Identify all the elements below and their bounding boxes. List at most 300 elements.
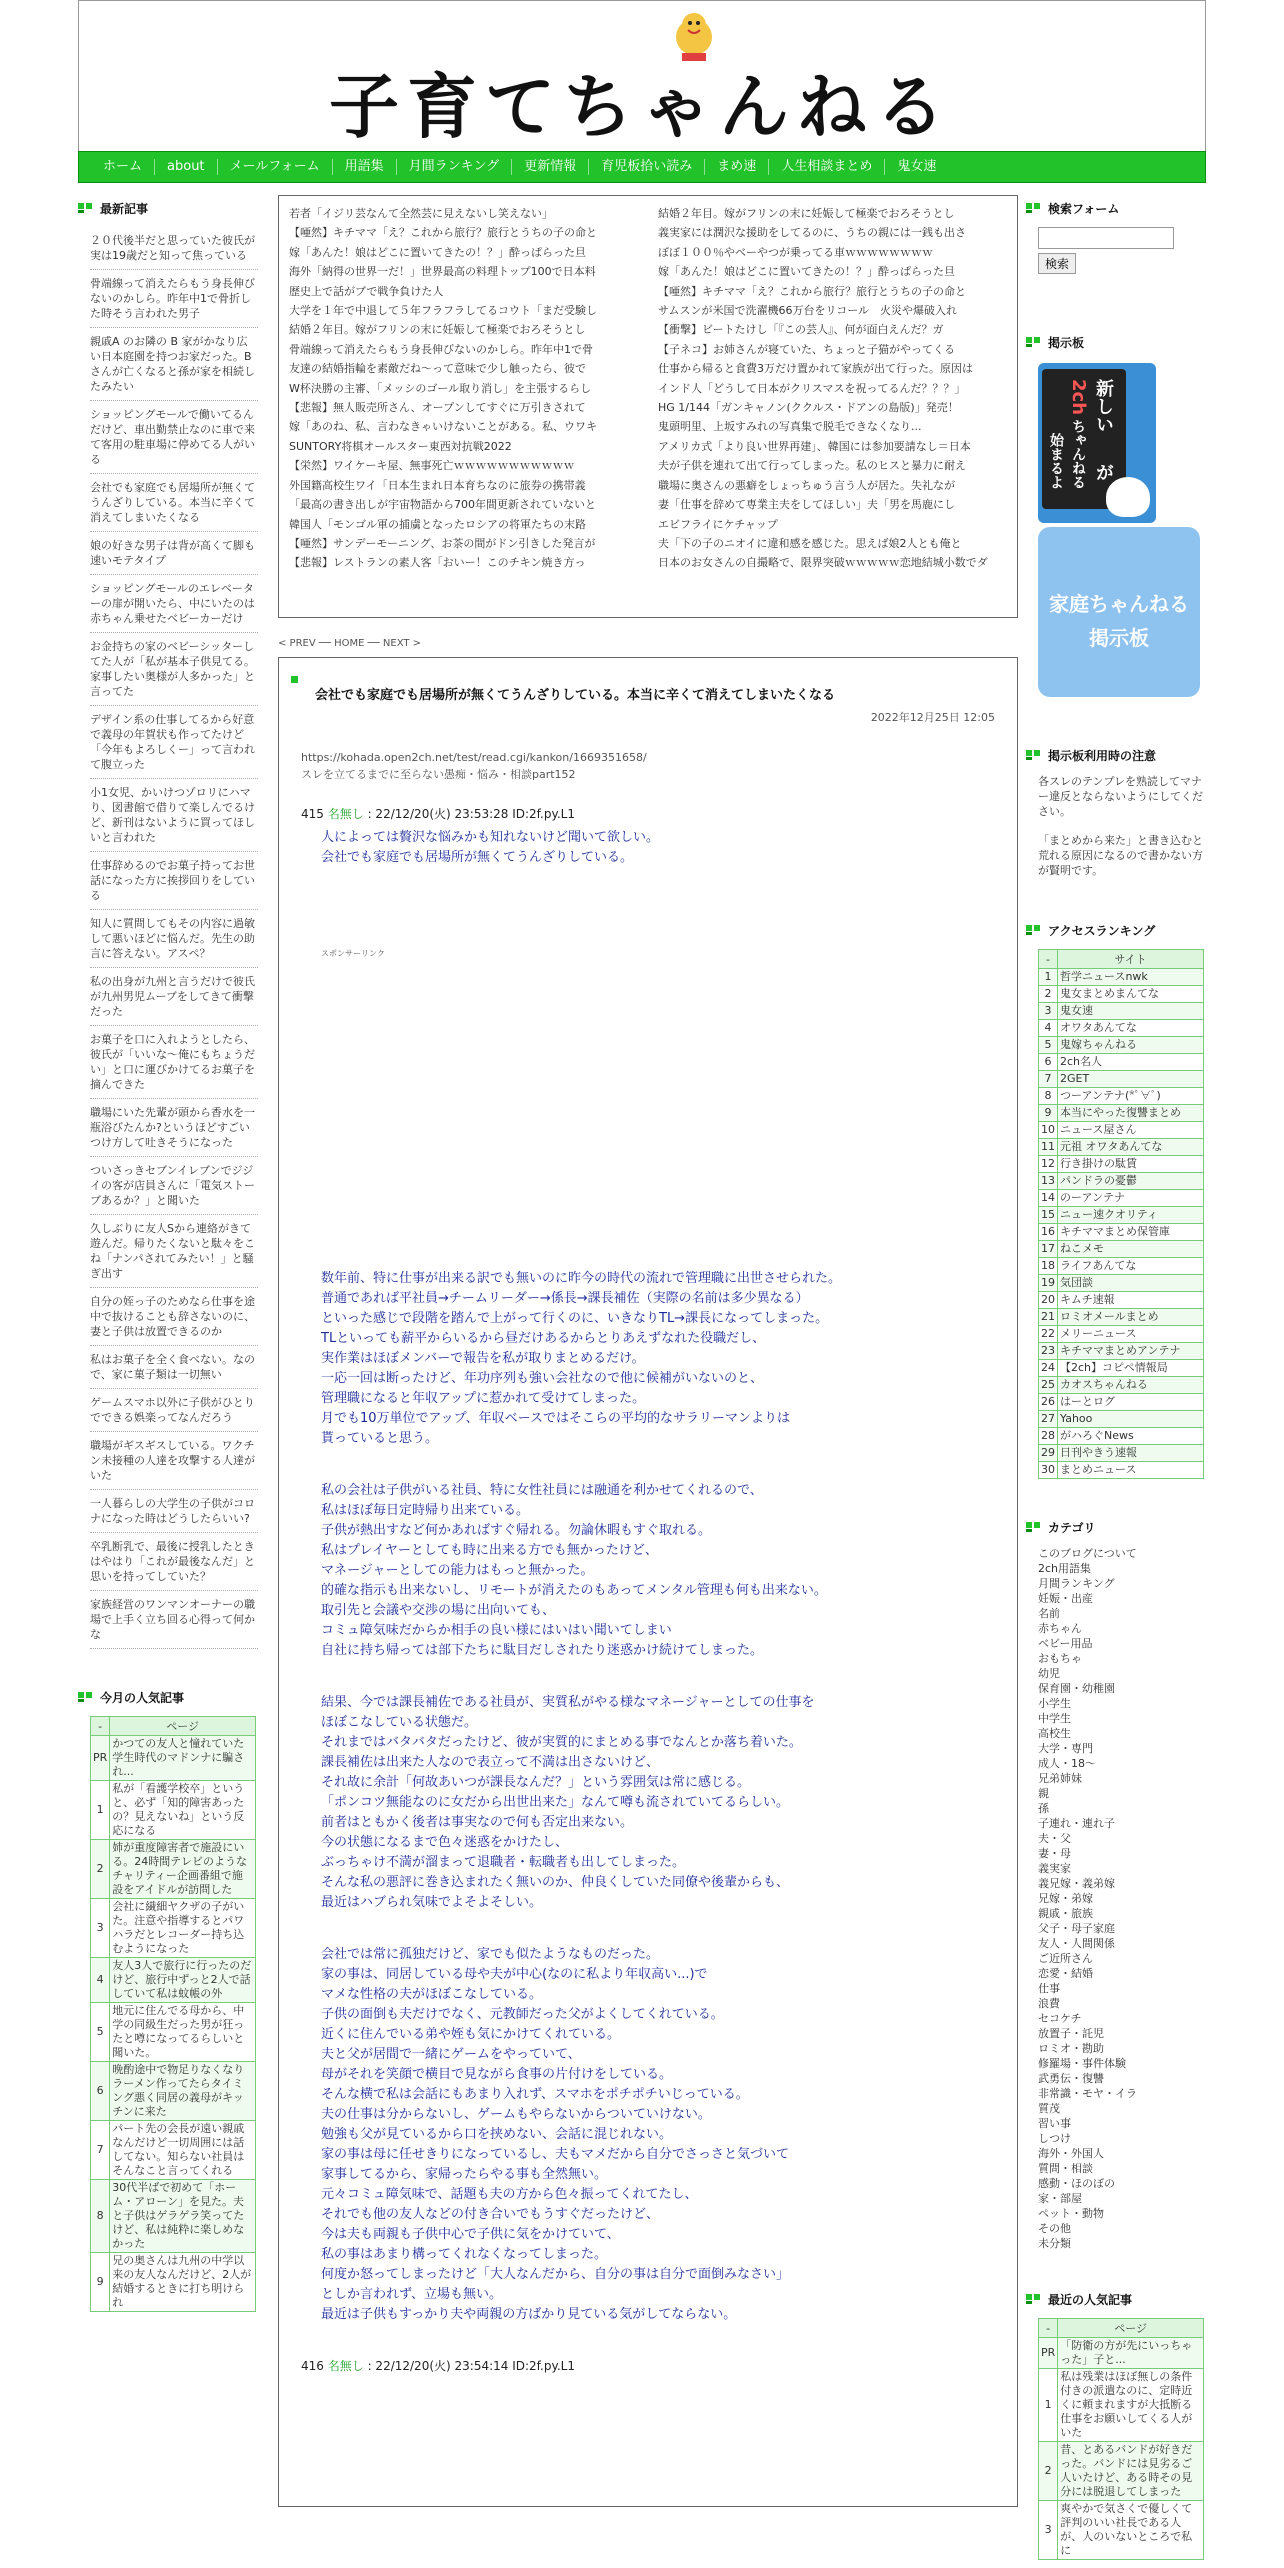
category-link[interactable]: 質問・相談 xyxy=(1038,2162,1093,2175)
recent-header-page: ページ xyxy=(1058,2319,1204,2338)
ranking-link[interactable]: 兄の奥さんは九州の中学以来の友人なんだけど、2人が結婚するときに打ち明けられ xyxy=(110,2253,256,2312)
ticker-headline-link[interactable]: サムスンが米国で洗濯機66万台をリコール 火災や爆破入れ xyxy=(658,304,958,318)
ticker-headline-link[interactable]: 結婚２年目。嫁がフリンの末に妊娠して極楽でおろそうとし xyxy=(289,323,586,337)
category-link[interactable]: しつけ xyxy=(1038,2132,1071,2145)
note-title: 掲示板利用時の注意 xyxy=(1026,747,1206,764)
category-link[interactable]: 恋愛・結婚 xyxy=(1038,1967,1093,1980)
ranking-link[interactable]: キチママまとめアンテナ xyxy=(1058,1343,1204,1360)
ranking-number: 1 xyxy=(1039,969,1058,986)
ticker-headline-link[interactable]: 外国籍高校生ワイ「日本生まれ日本育ちなのに旅券の携帯義 xyxy=(289,478,586,492)
ranking-row[interactable] xyxy=(1039,1445,1204,1462)
latest-article-link[interactable]: 一人暮らしの大学生の子供がコロナになった時はどうしたらいい? xyxy=(90,1490,258,1533)
banner-text: 家庭ちゃんねる xyxy=(1049,592,1189,616)
ranking-number: 2 xyxy=(91,1840,110,1899)
ranking-row[interactable] xyxy=(1039,2501,1204,2560)
ranking-number: 4 xyxy=(1039,1020,1058,1037)
ranking-link[interactable]: がハろぐNews xyxy=(1058,1428,1204,1445)
recent-ranking-table xyxy=(1038,2318,1204,2560)
access-ranking-table xyxy=(1038,949,1204,1479)
ranking-link[interactable]: オワタあんてな xyxy=(1058,1020,1204,1037)
category-link[interactable]: 修羅場・事件体験 xyxy=(1038,2057,1126,2070)
ranking-row[interactable] xyxy=(1039,1020,1204,1037)
category-link[interactable]: ご近所さん xyxy=(1038,1952,1093,1965)
post-header xyxy=(301,2357,995,2374)
category-link[interactable]: セコケチ xyxy=(1038,2012,1082,2025)
ranking-row[interactable] xyxy=(1039,1343,1204,1360)
latest-article-link[interactable]: ついさっきセブンイレブンでジジイの客が店員さんに「電気ストーブあるか？」と聞いた xyxy=(90,1157,258,1215)
ranking-number: 9 xyxy=(1039,1105,1058,1122)
ranking-number: PR xyxy=(91,1736,110,1781)
ranking-link[interactable]: 爽やかで気さくで優しくて評判のいい社長である人が、人のいないところで私に xyxy=(1058,2501,1204,2560)
article-title: 会社でも家庭でも居場所が無くてうんざりしている。本当に辛くて消えてしまいたくなる xyxy=(301,684,995,703)
category-link[interactable]: 非常識・モヤ・イラ xyxy=(1038,2087,1137,2100)
ticker-headline-link[interactable]: 夫「下の子のニオイに違和感を感じた。思えば娘2人とも俺と xyxy=(658,536,962,550)
category-title: カテゴリ xyxy=(1026,1519,1206,1536)
category-link[interactable]: その他 xyxy=(1038,2222,1071,2235)
category-link[interactable]: 武勇伝・復讐 xyxy=(1038,2072,1104,2085)
latest-article-link[interactable]: 卒乳断乳で、最後に授乳したときはやはり「これが最後なんだ」と思いを持ってしていた？ xyxy=(90,1533,258,1591)
monthly-header-page: ページ xyxy=(110,1717,256,1736)
ranking-row[interactable] xyxy=(1039,1139,1204,1156)
ranking-link[interactable]: 元祖 オワタあんてな xyxy=(1058,1139,1204,1156)
post-line: 実作業はほぼメンバーで報告を私が取りまとめるだけ。 xyxy=(321,1351,645,1366)
category-link[interactable]: 妻・母 xyxy=(1038,1847,1071,1860)
ranking-link[interactable]: 私は残業はほぼ無しの条件付きの派遣なのに、定時近くに頼まれますが大抵断る仕事をお願いしてくる人がいた xyxy=(1058,2369,1204,2442)
ticker-column-left xyxy=(289,204,638,609)
ranking-link[interactable]: 晩酌途中で物足りなくなりラーメン作ってたらタイミング悪く同居の義母がキッチンに来た xyxy=(110,2062,256,2121)
search-input[interactable] xyxy=(1038,227,1174,249)
category-link[interactable]: 父子・母子家庭 xyxy=(1038,1922,1115,1935)
category-link[interactable]: 大学・専門 xyxy=(1038,1742,1093,1755)
category-link[interactable]: ペット・動物 xyxy=(1038,2207,1104,2220)
ranking-row[interactable] xyxy=(1039,1360,1204,1377)
ticker-headline-link[interactable]: 日本のお女さんの自撮略で、限界突破ｗｗｗｗｗ恋地結城小数でダ xyxy=(658,556,988,570)
category-link[interactable]: 親戚・旅族 xyxy=(1038,1907,1093,1920)
latest-article-link[interactable]: お菓子を口に入れようとしたら、彼氏が「いいな〜俺にもちょうだい」と口に運びかけてるお菓子を摘んできた xyxy=(90,1026,258,1099)
latest-article-link[interactable]: ゲームスマホ以外に子供がひとりでできる娯楽ってなんだろう xyxy=(90,1389,258,1432)
ranking-link[interactable]: 行き掛けの駄賃 xyxy=(1058,1156,1204,1173)
ranking-row[interactable] xyxy=(1039,1054,1204,1071)
ranking-link[interactable]: ねこメモ xyxy=(1058,1241,1204,1258)
post-line: 普通であれば平社員→チームリーダー→係長→課長補佐（実際の名前は多少異なる） xyxy=(321,1291,809,1306)
category-link[interactable]: 赤ちゃん xyxy=(1038,1622,1082,1635)
category-link[interactable]: 義実家 xyxy=(1038,1862,1071,1875)
post-line: 課長補佐は出来た人なので表立って不満は出さないけど、 xyxy=(321,1755,660,1770)
ranking-link[interactable]: パンドラの憂鬱 xyxy=(1058,1173,1204,1190)
ranking-row[interactable] xyxy=(1039,2338,1204,2369)
ticker-headline-link[interactable]: インド人「どうして日本がクリスマスを祝ってるんだ？？？」 xyxy=(658,381,966,395)
ranking-row[interactable] xyxy=(1039,986,1204,1003)
ranking-row[interactable] xyxy=(1039,1428,1204,1445)
latest-article-link[interactable]: 職場にいた先輩が頭から香水を一瓶浴びたんか?というほどすごいつけ方して吐きそうになった xyxy=(90,1099,258,1157)
category-link[interactable]: 仕事 xyxy=(1038,1982,1060,1995)
nav-glossary[interactable]: 用語集 xyxy=(333,159,397,175)
category-link[interactable]: 2ch用語集 xyxy=(1038,1562,1092,1575)
source-url[interactable]: https://kohada.open2ch.net/test/read.cgi/kankon/1669351658/ xyxy=(301,751,647,764)
ranking-row[interactable] xyxy=(91,2180,256,2253)
ranking-row[interactable] xyxy=(1039,1394,1204,1411)
post-line: 前者はともかく後者は事実なので何も否定出来ない。 xyxy=(321,1815,634,1830)
latest-article-link[interactable]: 親戚A のお隣の B 家がかなり広い日本庭園を持つお家だった。B さんが亡くなると孫が家を相続したみたい xyxy=(90,328,258,401)
latest-article-link[interactable]: 久しぶりに友人Sから連絡がきて遊んだ。帰りたくないと駄々をこね「ナンパされてみたい！」と騒ぎ出す xyxy=(90,1215,258,1288)
latest-article-link[interactable]: ショッピングモールのエレベーターの扉が開いたら、中にいたのは赤ちゃん乗せたベビーカーだけ xyxy=(90,575,258,633)
category-link[interactable]: ロミオ・勘助 xyxy=(1038,2042,1104,2055)
nav-jinsei[interactable]: 人生相談まとめ xyxy=(769,159,885,175)
post-line: 最近はハブられ気味でよそよそしい。 xyxy=(321,1895,543,1910)
category-link[interactable]: 習い事 xyxy=(1038,2117,1071,2130)
nav-ikuji[interactable]: 育児板拾い読み xyxy=(589,159,705,175)
post-line: 会社では常に孤独だけど、家でも似たようなものだった。 xyxy=(321,1947,660,1962)
category-link[interactable]: 孫 xyxy=(1038,1802,1049,1815)
post-line: それまではバタバタだったけど、彼が実質的にまとめる事でなんとか落ち着いた。 xyxy=(321,1735,802,1750)
category-link[interactable]: 保育園・幼稚園 xyxy=(1038,1682,1115,1695)
ranking-number: 10 xyxy=(1039,1122,1058,1139)
post-info: : 22/12/20(火) 23:54:14 ID:2f.py.L1 xyxy=(367,2359,575,2373)
nav-updates[interactable]: 更新情報 xyxy=(512,159,589,175)
ticker-headline-link[interactable]: 「最高の書き出しが宇宙物語から700年間更新されていないと xyxy=(289,498,596,512)
category-link[interactable]: 義兄嫁・義弟嫁 xyxy=(1038,1877,1115,1890)
post-line: 母がそれを笑顔で横目で見ながら食事の片付けをしている。 xyxy=(321,2067,673,2082)
ranking-row[interactable] xyxy=(1039,1122,1204,1139)
banner-text: ちゃんねる xyxy=(1070,419,1086,489)
ranking-row[interactable] xyxy=(1039,1003,1204,1020)
ranking-row[interactable] xyxy=(1039,1071,1204,1088)
category-link[interactable]: 中学生 xyxy=(1038,1712,1071,1725)
ranking-number: 18 xyxy=(1039,1258,1058,1275)
latest-article-link[interactable]: 仕事辞めるのでお菓子持ってお世話になった方に挨拶回りをしている xyxy=(90,852,258,910)
category-link[interactable]: 兄嫁・弟嫁 xyxy=(1038,1892,1093,1905)
ticker-headline-link[interactable]: アメリカ式「より良い世界再建」、韓国には参加要請なし＝日本 xyxy=(658,439,971,453)
ticker-headline-link[interactable]: 義実家には潤沢な援助をしてるのに、うちの親には一銭も出さ xyxy=(658,226,966,240)
category-link[interactable]: 幼児 xyxy=(1038,1667,1060,1680)
category-link[interactable]: 未分類 xyxy=(1038,2237,1071,2250)
ticker-headline-link[interactable]: 友達の結婚指輪を素敵だね〜って意味で少し触ったら、彼で xyxy=(289,362,586,376)
note-text: 「まとめから来た」と書き込むと荒れる原因になるので書かない方が賢明です。 xyxy=(1038,834,1203,877)
ranking-link[interactable]: キムチ速報 xyxy=(1058,1292,1204,1309)
nav-monthly-ranking[interactable]: 月間ランキング xyxy=(397,159,513,175)
ticker-headline-link[interactable]: 【衝撃】ビートたけし「『この芸人』、何が面白えんだ？ガ xyxy=(658,323,944,337)
category-link[interactable]: 夫・父 xyxy=(1038,1832,1071,1845)
ranking-link[interactable]: キチママまとめ保管庫 xyxy=(1058,1224,1204,1241)
post-number: 415 xyxy=(301,807,324,821)
ranking-number: 23 xyxy=(1039,1343,1058,1360)
ranking-link[interactable]: 友人3人で旅行に行ったのだけど、旅行中ずっと2人で話していて私は蚊帳の外 xyxy=(110,1958,256,2003)
post-body-continued xyxy=(321,1269,995,2325)
ranking-row[interactable] xyxy=(1039,1292,1204,1309)
ranking-number: 4 xyxy=(91,1958,110,2003)
ranking-row[interactable] xyxy=(1039,1377,1204,1394)
banner-text: 掲示板 xyxy=(1089,626,1149,650)
cat-mascot-icon xyxy=(1106,477,1150,517)
latest-article-link[interactable]: 娘の好きな男子は背が高くて脚も速いモテタイプ xyxy=(90,532,258,575)
search-title: 検索フォーム xyxy=(1026,200,1206,217)
ranking-link[interactable]: Yahoo xyxy=(1058,1411,1204,1428)
post-header xyxy=(301,805,995,822)
ranking-link[interactable]: 鬼女まとめまんてな xyxy=(1058,986,1204,1003)
ranking-link[interactable]: まとめニュース xyxy=(1058,1462,1204,1479)
ranking-number: 15 xyxy=(1039,1207,1058,1224)
latest-article-link[interactable]: 職場がギスギスしている。ワクチン未接種の人達を攻撃する人達がいた xyxy=(90,1432,258,1490)
ranking-row[interactable] xyxy=(1039,969,1204,986)
ranking-link[interactable]: 気団談 xyxy=(1058,1275,1204,1292)
home-link[interactable]: HOME xyxy=(334,638,365,649)
ranking-row[interactable] xyxy=(1039,1088,1204,1105)
post-line: ほぼこなしている状態だ。 xyxy=(321,1715,478,1730)
ranking-row[interactable] xyxy=(1039,1326,1204,1343)
ranking-number: 26 xyxy=(1039,1394,1058,1411)
ranking-link[interactable]: ニュー速クオリティ xyxy=(1058,1207,1204,1224)
ranking-link[interactable]: 2GET xyxy=(1058,1071,1204,1088)
ranking-link[interactable]: 私が「看護学校卒」というと、必ず「知的障害あったの？見えないね」という反応になる xyxy=(110,1781,256,1840)
ranking-link[interactable]: ライフあんてな xyxy=(1058,1258,1204,1275)
category-link[interactable]: 小学生 xyxy=(1038,1697,1071,1710)
ranking-number: 25 xyxy=(1039,1377,1058,1394)
nav-mamesoku[interactable]: まめ速 xyxy=(705,159,769,175)
post-paragraph xyxy=(321,828,995,868)
ticker-headline-link[interactable]: 【悲報】レストランの素人客「おいー！このチキン焼き方っ xyxy=(289,556,586,570)
post-line: 私の事はあまり構ってくれなくなってしまった。 xyxy=(321,2247,608,2262)
ticker-headline-link[interactable]: 仕事から帰ると食費3万だけ置かれて家族が出て行った。原因は xyxy=(658,362,973,376)
ranking-link[interactable]: 昔、とあるバンドが好きだった。バンドには見劣るご人いたけど、ある時その見分には脱退してしまった xyxy=(1058,2442,1204,2501)
ticker-headline-link[interactable]: 妻「仕事を辞めて専業主夫をしてほしい」夫「男を馬鹿にし xyxy=(658,498,955,512)
nav-kijosoku[interactable]: 鬼女速 xyxy=(897,159,937,174)
latest-article-link[interactable]: デザイン系の仕事してるから好意で義母の年賀状も作ってたけど「今年もよろしくー」って言われて腹立った xyxy=(90,706,258,779)
ranking-link[interactable]: 哲学ニュースnwk xyxy=(1058,969,1204,986)
ticker-headline-link[interactable]: 嫁「あんた！娘はどこに置いてきたの！？」酔っぱらった旦 xyxy=(289,245,586,259)
ranking-row[interactable] xyxy=(1039,1275,1204,1292)
post-line: ぶっちゃけ不満が溜まって退職者・転職者も出してしまった。 xyxy=(321,1855,686,1870)
post-line: 自社に持ち帰っては部下たちに駄目だしされたり迷惑かけ続けてしまった。 xyxy=(321,1643,764,1658)
post-paragraph xyxy=(321,1481,995,1661)
ranking-link[interactable]: 30代半ばで初めて「ホーム・アローン」を見た。夫と子供はゲラゲラ笑ってたけど、私は純粋に楽しめなかった xyxy=(110,2180,256,2253)
access-header-num: - xyxy=(1039,950,1058,969)
category-link[interactable]: 名前 xyxy=(1038,1607,1060,1620)
category-link[interactable]: ベビー用品 xyxy=(1038,1637,1093,1650)
ticker-headline-link[interactable]: SUNTORY将棋オールスター東西対抗戦2022 xyxy=(289,439,512,453)
ranking-row[interactable] xyxy=(1039,1309,1204,1326)
category-link[interactable]: おもちゃ xyxy=(1038,1652,1082,1665)
ranking-row[interactable] xyxy=(1039,1207,1204,1224)
ranking-row[interactable] xyxy=(1039,1411,1204,1428)
site-logo[interactable]: 子育てちゃんねる xyxy=(329,65,953,148)
latest-title: 最新記事 xyxy=(78,200,258,217)
ranking-link[interactable]: 「防衛の方が先にいっちゃった」子と... xyxy=(1058,2338,1204,2369)
category-link[interactable]: 高校生 xyxy=(1038,1727,1071,1740)
nav-home[interactable]: ホーム xyxy=(91,159,155,175)
post-line: 家の事は母に任せきりになっているし、夫もマメだから自分でさっさと気づいて xyxy=(321,2147,790,2162)
post-paragraph xyxy=(321,1693,995,1913)
ranking-number: 2 xyxy=(1039,2442,1058,2501)
main-content xyxy=(278,195,1018,2507)
nav-mailform[interactable]: メールフォーム xyxy=(218,159,333,175)
ranking-number: 6 xyxy=(1039,1054,1058,1071)
ranking-link[interactable]: 【2ch】コピペ情報局 xyxy=(1058,1360,1204,1377)
category-list xyxy=(1038,1546,1206,2251)
site-header xyxy=(78,0,1206,151)
ticker-headline-link[interactable]: 歴史上で話がブで戦争負けた人 xyxy=(289,284,444,298)
ranking-row[interactable] xyxy=(91,1840,256,1899)
nav-about[interactable]: about xyxy=(155,159,218,175)
post-line: 管理職になると年収アップに惹かれて受けてしまった。 xyxy=(321,1391,646,1406)
ranking-number: 3 xyxy=(1039,1003,1058,1020)
latest-article-link[interactable]: 自分の姪っ子のためなら仕事を途中で抜けることも辞さないのに、妻と子供は放置できるのか xyxy=(90,1288,258,1346)
ranking-row[interactable] xyxy=(91,1899,256,1958)
category-link[interactable]: 友人・人間関係 xyxy=(1038,1937,1115,1950)
ticker-headline-link[interactable]: 【唖然】キチママ「え？これから旅行？旅行とうちの子の命と xyxy=(289,226,597,240)
latest-article-link[interactable]: ショッピングモールで働いてるんだけど、車出勤禁止なのに車で来て客用の駐車場に停めてる人がいる xyxy=(90,401,258,474)
post-line: 数年前、特に仕事が出来る訳でも無いのに昨今の時代の流れで管理職に出世させられた。 xyxy=(321,1271,842,1286)
banner-text: が xyxy=(1093,463,1114,481)
ticker-headline-link[interactable]: 大学を１年で中退して５年フラフラしてるコウト「まだ受験し xyxy=(289,304,597,318)
ranking-link[interactable]: のーアンテナ xyxy=(1058,1190,1204,1207)
category-link[interactable]: 海外・外国人 xyxy=(1038,2147,1104,2160)
latest-article-link[interactable]: 私の出身が九州と言うだけで彼氏が九州男児ムーブをしてきて衝撃だった xyxy=(90,968,258,1026)
ranking-link[interactable]: 日刊やきう速報 xyxy=(1058,1445,1204,1462)
source-thread: スレを立てるまでに至らない愚痴・悩み・相談part152 xyxy=(301,768,576,781)
latest-article-link[interactable]: 小1女児、かいけつゾロリにハマり、図書館で借りて楽しんでるけど、新刊はないように買ってほしいと言われた xyxy=(90,779,258,852)
category-link[interactable]: 家・部屋 xyxy=(1038,2192,1082,2205)
post-number: 416 xyxy=(301,2359,324,2373)
ticker-headline-link[interactable]: W杯決勝の主審、「メッシのゴール取り消し」を主張するらし xyxy=(289,381,592,395)
ranking-number: 19 xyxy=(1039,1275,1058,1292)
ranking-link[interactable]: かつての友人と憧れていた学生時代のマドンナに騙され... xyxy=(110,1736,256,1781)
ranking-link[interactable]: はーとログ xyxy=(1058,1394,1204,1411)
category-link[interactable]: 感動・ほのぼの xyxy=(1038,2177,1115,2190)
banner-text: 新しい xyxy=(1093,379,1114,433)
latest-article-link[interactable]: 骨端線って消えたらもう身長伸びないのかしら。昨年中1で骨折した時そう言われた男子 xyxy=(90,270,258,328)
post-line: 何度か怒ってしまったけど「大人なんだから、自分の事は自分で面倒みなさい」 xyxy=(321,2267,790,2282)
ranking-row[interactable] xyxy=(91,2121,256,2180)
ticker-headline-link[interactable]: 鬼頭明里、上坂すみれの写真集で脱毛できなくなり... xyxy=(658,420,922,434)
post-line: 貰っていると思う。 xyxy=(321,1431,439,1446)
ranking-link[interactable]: 鬼嫁ちゃんねる xyxy=(1058,1037,1204,1054)
category-link[interactable]: 放置子・託児 xyxy=(1038,2027,1104,2040)
ranking-number: 22 xyxy=(1039,1326,1058,1343)
ticker-headline-link[interactable]: 【悲報】無人販売所さん、オープンしてすぐに万引きされて xyxy=(289,401,586,415)
ranking-number: 11 xyxy=(1039,1139,1058,1156)
category-link[interactable]: 妊娠・出産 xyxy=(1038,1592,1093,1605)
ranking-row[interactable] xyxy=(1039,1224,1204,1241)
ranking-link[interactable]: 鬼女速 xyxy=(1058,1003,1204,1020)
ranking-link[interactable]: 会社に繊細ヤクザの子がいた。注意や指導するとパワハラだとレコーダー持ち込むようになった xyxy=(110,1899,256,1958)
banner-text: 始まるよ xyxy=(1048,433,1064,489)
bbs-banner-new[interactable] xyxy=(1038,363,1156,523)
ranking-link[interactable]: つーアンテナ(*ﾟ∀ﾟ) xyxy=(1058,1088,1204,1105)
search-button[interactable]: 検索 xyxy=(1038,253,1076,274)
post-line: TLといっても薪平からいるから昼だけあるからとりあえずなれた役職だし、 xyxy=(321,1331,766,1346)
ranking-number: 21 xyxy=(1039,1309,1058,1326)
ranking-row[interactable] xyxy=(1039,2442,1204,2501)
post-name: 名無し xyxy=(327,2359,364,2373)
latest-article-link[interactable]: お金持ちの家のベビーシッターしてた人が「私が基本子供見てる。家事したい奥様が人多かった」と言ってた xyxy=(90,633,258,706)
ticker-headline-link[interactable]: 海外「納得の世界一だ！」世界最高の料理トップ100で日本料 xyxy=(289,265,596,279)
ranking-link[interactable]: ニュース屋さん xyxy=(1058,1122,1204,1139)
category-link[interactable]: 成人・18～ xyxy=(1038,1757,1096,1770)
ticker-headline-link[interactable]: 夫が子供を連れて出て行ってしまった。私のヒスと暴力に耐え xyxy=(658,459,966,473)
ranking-row[interactable] xyxy=(91,2003,256,2062)
category-link[interactable]: 兄弟姉妹 xyxy=(1038,1772,1082,1785)
ranking-link[interactable]: メリーニュース xyxy=(1058,1326,1204,1343)
ticker-headline-link[interactable]: 【唖然】サンデーモーニング、お茶の間がドン引きした発言が xyxy=(289,536,596,550)
ticker-headline-link[interactable]: 嫁「あのね、私、言わなきゃいけないことがある。私、ウワキ xyxy=(289,420,597,434)
ranking-number: 12 xyxy=(1039,1156,1058,1173)
ticker-headline-link[interactable]: 骨端線って消えたらもう身長伸びないのかしら。昨年中1で骨 xyxy=(289,342,593,356)
ranking-row[interactable] xyxy=(1039,1156,1204,1173)
ranking-row[interactable] xyxy=(1039,1173,1204,1190)
ranking-number: 6 xyxy=(91,2062,110,2121)
ranking-row[interactable] xyxy=(1039,1190,1204,1207)
ticker-headline-link[interactable]: 【唖然】キチママ「え？これから旅行？旅行とうちの子の命と xyxy=(658,284,966,298)
ticker-headline-link[interactable]: 【子ネコ】お姉さんが寝ていた、ちょっと子猫がやってくる xyxy=(658,342,955,356)
ranking-row[interactable] xyxy=(91,1958,256,2003)
latest-article-link[interactable]: 私はお菓子を全く食べない。なので、家に菓子類は一切無い xyxy=(90,1346,258,1389)
category-link[interactable]: 子連れ・連れ子 xyxy=(1038,1817,1115,1830)
ranking-number: 13 xyxy=(1039,1173,1058,1190)
ticker-headline-link[interactable]: 【栄然】ワイケーキ屋、無事死亡ｗｗｗｗｗｗｗｗｗｗｗ xyxy=(289,459,575,473)
ticker-headline-link[interactable]: HG 1/144「ガンキャノン(ククルス・ドアンの島版)」発売！ xyxy=(658,401,959,415)
ranking-link[interactable]: カオスちゃんねる xyxy=(1058,1377,1204,1394)
ranking-number: 1 xyxy=(91,1781,110,1840)
ticker-headline-link[interactable]: 韓国人「モンゴル軍の捕虜となったロシアの将軍たちの末路 xyxy=(289,517,586,531)
latest-article-link[interactable]: 家族経営のワンマンオーナーの職場で上手く立ち回る心得って何かな xyxy=(90,1591,258,1649)
post-line: 子供の面倒も夫だけでなく、元教師だった父がよくしてくれている。 xyxy=(321,2007,724,2022)
post-line: といった感じで段階を踏んで上がって行くのに、いきなりTL→課長になってしまった。 xyxy=(321,1311,829,1326)
ticker-headline-link[interactable]: エビフライにケチャップ xyxy=(658,517,778,531)
ranking-row[interactable] xyxy=(91,2062,256,2121)
ranking-link[interactable]: パート先の会長が遠い親戚なんだけど一切周囲には話してない。知らない社員はそんなこと言ってくれる xyxy=(110,2121,256,2180)
ticker-headline-link[interactable]: 職場に奥さんの悪癖をしょっちゅう言う人が居た。失礼なが xyxy=(658,478,955,492)
bbs-banner-katei[interactable] xyxy=(1038,527,1200,697)
latest-article-link[interactable]: 会社でも家庭でも居場所が無くてうんざりしている。本当に辛くて消えてしまいたくなる xyxy=(90,474,258,532)
ranking-row[interactable] xyxy=(1039,1241,1204,1258)
ticker-headline-link[interactable]: 若者「イジリ芸なんて全然芸に見えないし笑えない」 xyxy=(289,207,553,220)
prev-link[interactable]: < PREV xyxy=(278,638,316,649)
ranking-row[interactable] xyxy=(1039,1105,1204,1122)
category-link[interactable]: 親 xyxy=(1038,1787,1049,1800)
ranking-link[interactable]: 姉が重度障害者で施設にいる。24時間テレビのようなチャリティー企画番組で施設をアイドルが訪問した xyxy=(110,1840,256,1899)
next-link[interactable]: NEXT > xyxy=(382,638,422,649)
ranking-link[interactable]: ロミオメールまとめ xyxy=(1058,1309,1204,1326)
ranking-row[interactable] xyxy=(91,2253,256,2312)
post-line: 元々コミュ障気味で、話題も夫の方から色々振ってくれてたし、 xyxy=(321,2187,698,2202)
ticker-headline-link[interactable]: 結婚２年目。嫁がフリンの末に妊娠して極楽でおろそうとし xyxy=(658,207,955,220)
ticker-headline-link[interactable]: ぼぼ１００％やベーやつが乗ってる車ｗｗｗｗｗｗｗｗ xyxy=(658,245,933,259)
ranking-number: 2 xyxy=(1039,986,1058,1003)
ranking-row[interactable] xyxy=(1039,1258,1204,1275)
banner-text: 2ch xyxy=(1068,379,1089,416)
monthly-ranking-table xyxy=(90,1716,256,2312)
ranking-link[interactable]: 本当にやった復讐まとめ xyxy=(1058,1105,1204,1122)
ranking-row[interactable] xyxy=(91,1781,256,1840)
post-line: 的確な指示も出来ないし、リモートが消えたのもあってメンタル管理も何も出来ない。 xyxy=(321,1583,827,1598)
category-link[interactable]: 月間ランキング xyxy=(1038,1577,1115,1590)
ranking-row[interactable] xyxy=(1039,1037,1204,1054)
category-link[interactable]: 質茂 xyxy=(1038,2102,1060,2115)
category-link[interactable]: 浪費 xyxy=(1038,1997,1060,2010)
ranking-row[interactable] xyxy=(1039,2369,1204,2442)
latest-article-link[interactable]: ２０代後半だと思っていた彼氏が実は19歳だと知って焦っている xyxy=(90,227,258,270)
post-line: マネージャーとしての能力はもっと無かった。 xyxy=(321,1563,594,1578)
latest-article-link[interactable]: 知人に質問してもその内容に過敏して悪いほどに悩んだ。先生の助言に答えない。アスペ？ xyxy=(90,910,258,968)
ranking-link[interactable]: 2ch名人 xyxy=(1058,1054,1204,1071)
ranking-number: 28 xyxy=(1039,1428,1058,1445)
ranking-number: 5 xyxy=(91,2003,110,2062)
ranking-link[interactable]: 地元に住んでる母から、中学の同級生だった男が狂ったと噂になってるらしいと聞いた。 xyxy=(110,2003,256,2062)
ranking-row[interactable] xyxy=(91,1736,256,1781)
category-link[interactable]: このブログについて xyxy=(1038,1547,1137,1560)
ticker-headline-link[interactable]: 嫁「あんた！娘はどこに置いてきたの！？」酔っぱらった旦 xyxy=(658,265,955,279)
ranking-row[interactable] xyxy=(1039,1462,1204,1479)
